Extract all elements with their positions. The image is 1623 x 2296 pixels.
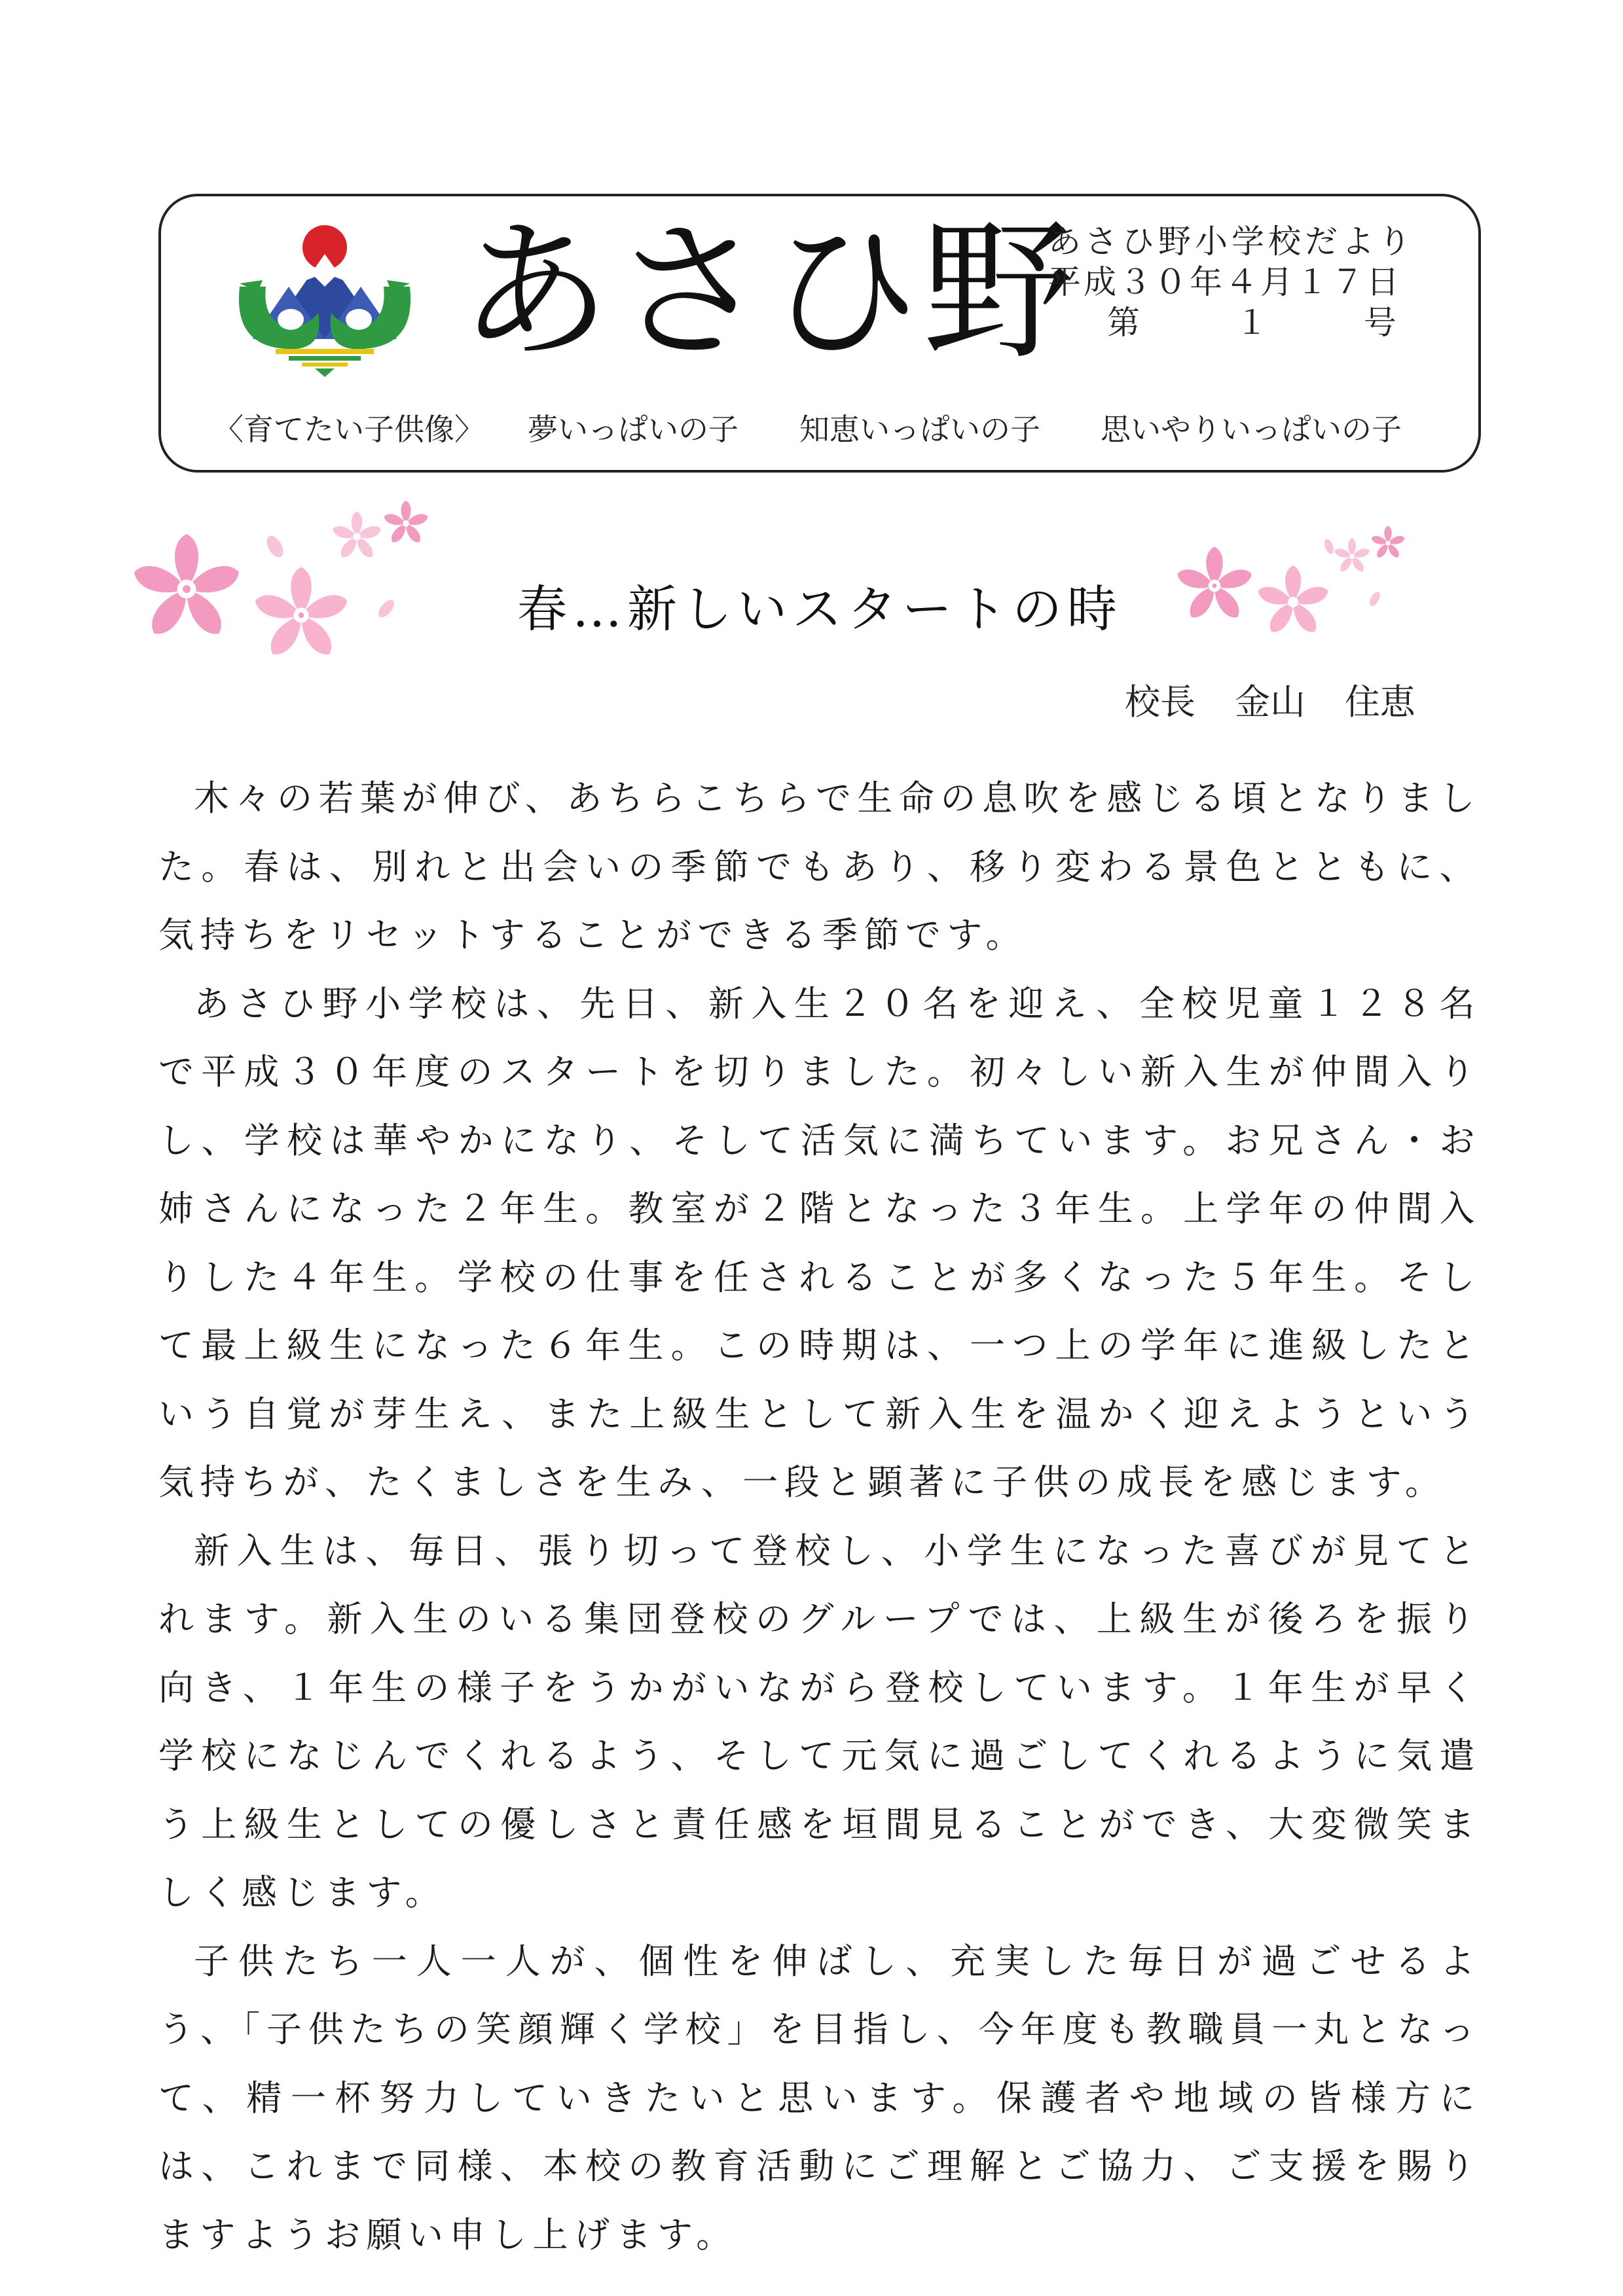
author-given-name: 住恵 xyxy=(1345,681,1415,723)
sakura-flower xyxy=(1175,547,1254,622)
paragraph: 子供たち一人一人が、個性を伸ばし、充実した毎日が過ごせるよう、「子供たちの笑顔輝く学校」を目指し、今年度も教職員一丸となって、精一杯努力していきたいと思います。保護者や地域の皆様方には、これまで同様、本校の教育活動にご理解とご協力、ご支援を賜りますようお願い申し上げます。 xyxy=(158,1940,1481,2255)
ideal-item-dreams: 夢いっぱいの子 xyxy=(528,412,739,447)
issue-info xyxy=(1048,221,1448,343)
paragraph: あさひ野小学校は、先日、新入生２０名を迎え、全校児童１２８名で平成３０年度のスタートを切りました。初々しい新入生が仲間入りし、学校は華やかになり、そして活気に満ちています。お兄さん・お姉さんになった２年生。教室が２階となった３年生。上学年の仲間入りした４年生。学校の仕事を任されることが多くなった５年生。そして最上級生になった６年生。この時期は、一つ上の学年に進級したという自覚が芽生え、また上級生として新入生を温かく迎えようという気持ちが、たくましさを生み、一段と顕著に子供の成長を感じます。 xyxy=(158,982,1481,1503)
issue-number-line xyxy=(1048,302,1448,343)
issue-prefix: 第 xyxy=(1107,304,1140,342)
sakura-decoration-left xyxy=(124,497,452,674)
sakura-flower xyxy=(382,501,429,545)
article-headline: 春…新しいスタートの時 xyxy=(517,580,1122,638)
paragraph: 新入生は、毎日、張り切って登校し、小学生になった喜びが見てとれます。新入生のいる集団登校のグループでは、上級生が後ろを振り向き、１年生の様子をうかがいながら登校しています。１年生が早く学校になじんでくれるよう、そして元気に過ごしてくれるように気遣う上級生としての優しさと責任感を垣間見ることができ、大変微笑ましく感じます。 xyxy=(158,1530,1481,1913)
sakura-decoration-right xyxy=(1165,520,1408,651)
sakura-flower xyxy=(252,567,350,660)
sakura-flower xyxy=(1370,526,1406,559)
author-role: 校長 xyxy=(1125,681,1195,723)
sakura-flower xyxy=(1334,538,1371,573)
article-body xyxy=(158,764,1481,2269)
ideal-item-wisdom: 知恵いっぱいの子 xyxy=(799,412,1040,447)
newsletter-name: あさひ野小学校だより xyxy=(1048,223,1415,260)
ideal-item-kindness: 思いやりいっぱいの子 xyxy=(1101,412,1402,447)
sakura-flower xyxy=(331,512,382,561)
masthead xyxy=(158,194,1481,473)
issue-number: １ xyxy=(1235,304,1268,342)
sakura-flower xyxy=(1256,565,1330,636)
newsletter-title: あさひ野 xyxy=(459,204,1078,380)
paragraph: 木々の若葉が伸び、あちらこちらで生命の息吹を感じる頃となりました。春は、別れと出会いの季節でもあり、移り変わる景色とともに、気持ちをリセットすることができる季節です。 xyxy=(158,778,1481,956)
issue-suffix: 号 xyxy=(1363,304,1396,342)
sakura-flower xyxy=(131,534,243,641)
school-emblem-logo xyxy=(227,215,423,378)
author-line xyxy=(1125,674,1415,725)
issue-date: 平成３０年４月１７日 xyxy=(1048,263,1402,301)
ideal-child-row xyxy=(213,406,1444,449)
author-family-name: 金山 xyxy=(1235,681,1305,723)
ideal-label: 〈育てたい子供像〉 xyxy=(213,412,484,447)
